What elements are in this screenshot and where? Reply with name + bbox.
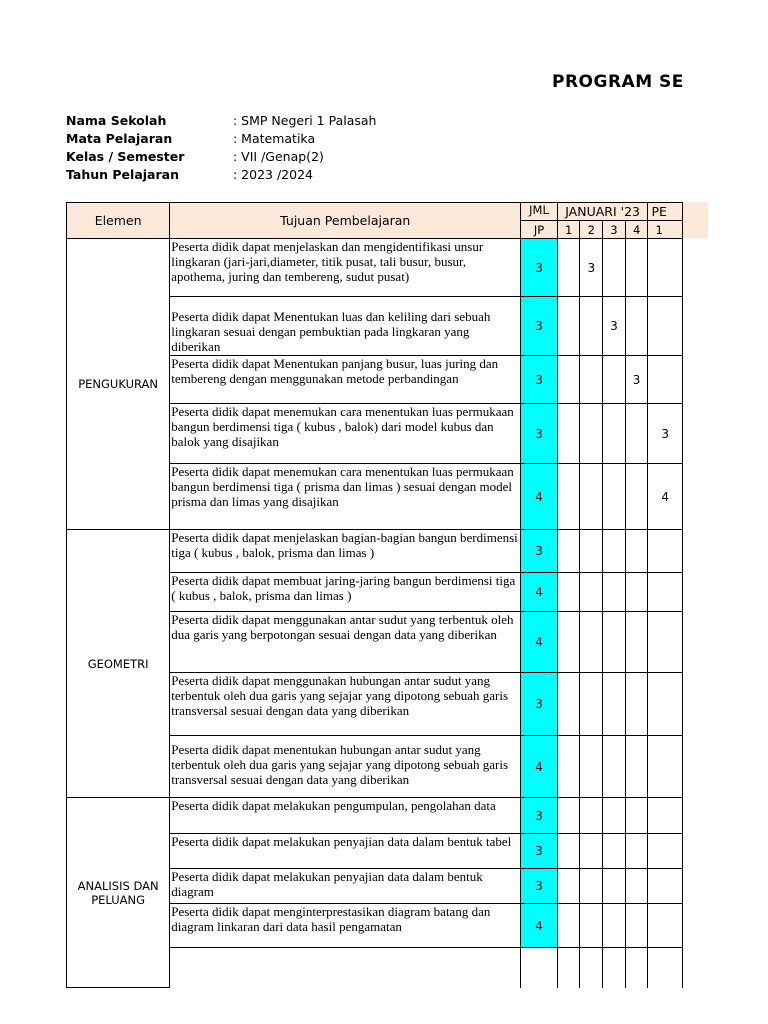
week-cell xyxy=(603,736,626,798)
header-week: 1 xyxy=(648,221,683,239)
info-value: : Matematika xyxy=(233,131,316,146)
jp-cell xyxy=(521,948,557,988)
header-week: 2 xyxy=(580,221,603,239)
table-row xyxy=(67,798,683,834)
tujuan-cell xyxy=(170,948,521,988)
week-cell xyxy=(580,573,603,612)
jp-cell: 4 xyxy=(521,736,557,798)
week-cell xyxy=(648,948,683,988)
week-cell xyxy=(580,834,603,869)
jp-cell: 3 xyxy=(521,404,557,464)
week-cell xyxy=(648,869,683,904)
header-week: 1 xyxy=(557,221,580,239)
tujuan-cell: Peserta didik dapat menjelaskan dan mengidentifikasi unsur lingkaran (jari-jari,diameter, titik pusat, tali busur, busur, apothema, juring dan tembereng, sudut pusat) xyxy=(170,239,521,297)
header-elemen: Elemen xyxy=(67,203,170,239)
week-cell: 3 xyxy=(580,239,603,297)
jp-cell: 4 xyxy=(521,904,557,948)
week-cell xyxy=(580,464,603,530)
week-cell xyxy=(648,904,683,948)
header-jml: JML xyxy=(521,203,557,221)
week-cell xyxy=(603,904,626,948)
week-cell xyxy=(625,798,648,834)
week-cell xyxy=(557,573,580,612)
week-cell xyxy=(603,356,626,404)
header-month-januari: JANUARI '23 xyxy=(557,203,648,221)
week-cell xyxy=(603,948,626,988)
week-cell xyxy=(557,948,580,988)
table-row xyxy=(67,239,683,297)
week-cell xyxy=(603,612,626,673)
week-cell xyxy=(625,904,648,948)
week-cell xyxy=(603,239,626,297)
tujuan-cell: Peserta didik dapat menentukan hubungan antar sudut yang terbentuk oleh dua garis yang sejajar yang dipotong sebuah garis transversal sesuai dengan data yang diberikan xyxy=(170,736,521,798)
week-cell xyxy=(580,673,603,736)
week-cell xyxy=(625,869,648,904)
tujuan-cell: Peserta didik dapat menginterprestasikan diagram batang dan diagram linkaran dari data hasil pengamatan xyxy=(170,904,521,948)
week-cell xyxy=(603,573,626,612)
week-cell: 3 xyxy=(625,356,648,404)
week-cell xyxy=(648,297,683,356)
program-table xyxy=(66,202,683,988)
week-cell xyxy=(580,869,603,904)
info-label: Tahun Pelajaran xyxy=(66,167,179,182)
jp-cell: 3 xyxy=(521,834,557,869)
header-week: 4 xyxy=(625,221,648,239)
week-cell xyxy=(557,869,580,904)
week-cell xyxy=(625,464,648,530)
week-cell xyxy=(648,673,683,736)
info-label: Nama Sekolah xyxy=(66,113,167,128)
header-month-next: PE xyxy=(648,203,683,221)
tujuan-cell: Peserta didik dapat Menentukan luas dan keliling dari sebuah lingkaran sesuai dengan pembuktian pada lingkaran yang diberikan xyxy=(170,297,521,356)
week-cell xyxy=(580,404,603,464)
info-label: Kelas / Semester xyxy=(66,149,185,164)
page-title: PROGRAM SE xyxy=(552,72,684,92)
week-cell xyxy=(648,530,683,573)
jp-cell: 3 xyxy=(521,869,557,904)
jp-cell: 3 xyxy=(521,297,557,356)
jp-cell: 3 xyxy=(521,798,557,834)
week-cell xyxy=(557,464,580,530)
week-cell xyxy=(603,464,626,530)
week-cell xyxy=(625,239,648,297)
week-cell xyxy=(557,673,580,736)
week-cell xyxy=(557,736,580,798)
header-week: 3 xyxy=(603,221,626,239)
week-cell xyxy=(580,904,603,948)
tujuan-cell: Peserta didik dapat membuat jaring-jaring bangun berdimensi tiga ( kubus , balok, prisma dan limas ) xyxy=(170,573,521,612)
week-cell xyxy=(625,834,648,869)
week-cell xyxy=(625,612,648,673)
week-cell xyxy=(625,673,648,736)
week-cell xyxy=(625,530,648,573)
elemen-pengukuran: PENGUKURAN xyxy=(67,239,170,530)
week-cell xyxy=(648,573,683,612)
week-cell xyxy=(648,356,683,404)
jp-cell: 4 xyxy=(521,464,557,530)
week-cell xyxy=(557,404,580,464)
week-cell xyxy=(603,530,626,573)
info-value: : VII /Genap(2) xyxy=(233,149,324,164)
week-cell xyxy=(625,297,648,356)
header-jp: JP xyxy=(521,221,557,239)
jp-cell: 3 xyxy=(521,530,557,573)
tujuan-cell: Peserta didik dapat melakukan penyajian data dalam bentuk diagram xyxy=(170,869,521,904)
week-cell: 4 xyxy=(648,464,683,530)
tujuan-cell: Peserta didik dapat menemukan cara menentukan luas permukaan bangun berdimensi tiga ( kubus , balok) dari model kubus dan balok yang disajikan xyxy=(170,404,521,464)
week-cell xyxy=(580,530,603,573)
tujuan-cell: Peserta didik dapat Menentukan panjang busur, luas juring dan tembereng dengan menggunakan metode perbandingan xyxy=(170,356,521,404)
week-cell xyxy=(625,948,648,988)
week-cell xyxy=(648,239,683,297)
week-cell xyxy=(648,798,683,834)
week-cell: 3 xyxy=(648,404,683,464)
week-cell xyxy=(580,297,603,356)
jp-cell: 3 xyxy=(521,356,557,404)
week-cell xyxy=(603,834,626,869)
tujuan-cell: Peserta didik dapat menjelaskan bagian-bagian bangun berdimensi tiga ( kubus , balok, prisma dan limas ) xyxy=(170,530,521,573)
week-cell xyxy=(648,612,683,673)
week-cell xyxy=(603,869,626,904)
elemen-geometri: GEOMETRI xyxy=(67,530,170,798)
tujuan-cell: Peserta didik dapat menggunakan antar sudut yang terbentuk oleh dua garis yang berpotongan sesuai dengan data yang diberikan xyxy=(170,612,521,673)
tujuan-cell: Peserta didik dapat menggunakan hubungan antar sudut yang terbentuk oleh dua garis yang sejajar yang dipotong sebuah garis transversal sesuai dengan data yang diberikan xyxy=(170,673,521,736)
jp-cell: 4 xyxy=(521,612,557,673)
table-row xyxy=(67,530,683,573)
tujuan-cell: Peserta didik dapat melakukan pengumpulan, pengolahan data xyxy=(170,798,521,834)
jp-cell: 3 xyxy=(521,673,557,736)
week-cell xyxy=(603,798,626,834)
week-cell xyxy=(557,834,580,869)
week-cell xyxy=(557,798,580,834)
week-cell xyxy=(603,404,626,464)
week-cell xyxy=(580,356,603,404)
info-value: : SMP Negeri 1 Palasah xyxy=(233,113,377,128)
week-cell xyxy=(557,530,580,573)
week-cell xyxy=(557,297,580,356)
week-cell xyxy=(580,612,603,673)
week-cell xyxy=(580,736,603,798)
tujuan-cell: Peserta didik dapat menemukan cara menentukan luas permukaan bangun berdimensi tiga ( prisma dan limas ) sesuai dengan model prisma dan limas yang disajikan xyxy=(170,464,521,530)
week-cell xyxy=(580,948,603,988)
elemen-analisis-dan-peluang: ANALISIS DAN PELUANG xyxy=(67,798,170,988)
jp-cell: 4 xyxy=(521,573,557,612)
week-cell xyxy=(557,356,580,404)
week-cell xyxy=(625,573,648,612)
month-header-overflow xyxy=(683,202,708,238)
header-tujuan: Tujuan Pembelajaran xyxy=(170,203,521,239)
info-value: : 2023 /2024 xyxy=(233,167,313,182)
week-cell xyxy=(603,673,626,736)
week-cell xyxy=(580,798,603,834)
week-cell xyxy=(625,736,648,798)
week-cell xyxy=(648,834,683,869)
tujuan-cell: Peserta didik dapat melakukan penyajian data dalam bentuk tabel xyxy=(170,834,521,869)
info-label: Mata Pelajaran xyxy=(66,131,173,146)
week-cell xyxy=(648,736,683,798)
week-cell: 3 xyxy=(603,297,626,356)
week-cell xyxy=(557,239,580,297)
week-cell xyxy=(625,404,648,464)
jp-cell: 3 xyxy=(521,239,557,297)
week-cell xyxy=(557,904,580,948)
week-cell xyxy=(557,612,580,673)
